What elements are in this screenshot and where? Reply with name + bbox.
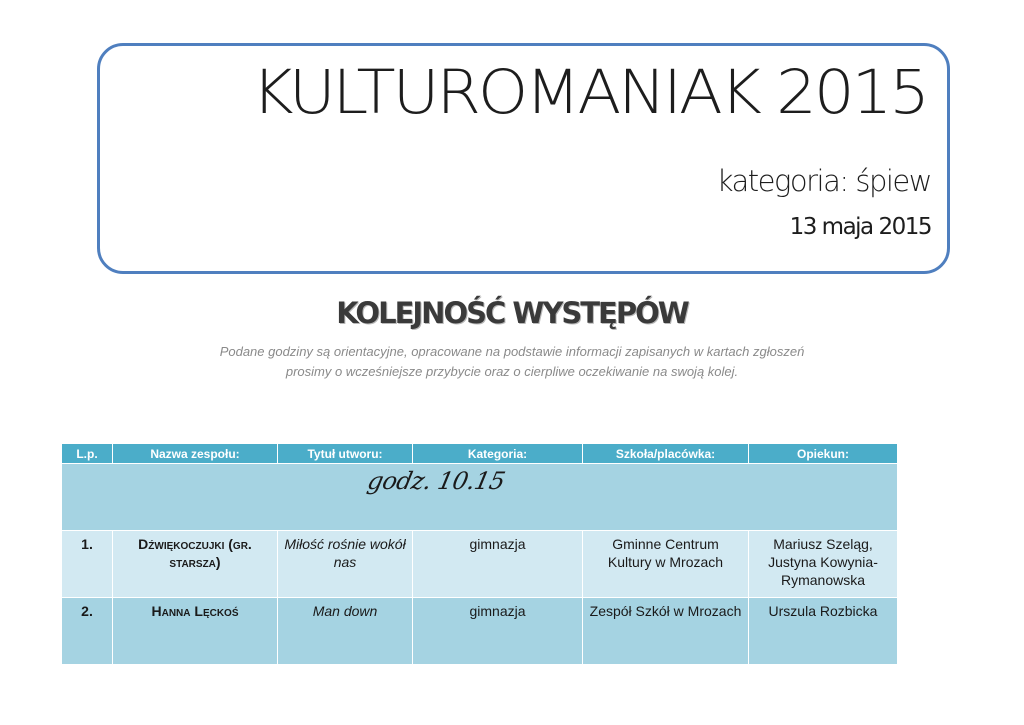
header-teacher: Opiekun:	[749, 444, 898, 464]
subtitle-line-2: prosimy o wcześniejsze przybycie oraz o cierpliwe oczekiwanie na swoją kolej.	[285, 364, 739, 379]
subtitle	[0, 342, 1024, 382]
category-label: kategoria: śpiew	[716, 164, 931, 198]
time-cell	[62, 464, 898, 531]
header-band-name: Nazwa zespołu:	[113, 444, 278, 464]
event-date: 13 maja 2015	[789, 214, 931, 240]
school-cell: Zespół Szkół w Mrozach	[583, 598, 749, 665]
row-number: 1.	[62, 531, 113, 598]
header-song-title: Tytuł utworu:	[278, 444, 413, 464]
time-row	[62, 464, 898, 531]
school-cell: Gminne Centrum Kultury w Mrozach	[583, 531, 749, 598]
title-box	[97, 43, 950, 274]
row-number: 2.	[62, 598, 113, 665]
subtitle-line-1: Podane godziny są orientacyjne, opracowane na podstawie informacji zapisanych w kartach zgłoszeń	[219, 344, 805, 359]
song-title: Miłość rośnie wokół nas	[278, 531, 413, 598]
band-name: Hanna Lęckoś	[113, 598, 278, 665]
table-row	[62, 598, 898, 665]
category-cell: gimnazja	[413, 531, 583, 598]
table-row	[62, 531, 898, 598]
teacher-cell: Mariusz Szeląg, Justyna Kowynia-Rymanowska	[749, 531, 898, 598]
schedule-table	[61, 443, 898, 665]
handwritten-time-note: godz. 10.15	[365, 467, 508, 495]
header-school: Szkoła/placówka:	[583, 444, 749, 464]
header-category: Kategoria:	[413, 444, 583, 464]
table-header-row	[62, 444, 898, 464]
category-cell: gimnazja	[413, 598, 583, 665]
band-name: Dźwiękoczujki (gr. starsza)	[113, 531, 278, 598]
header-lp: L.p.	[62, 444, 113, 464]
song-title: Man down	[278, 598, 413, 665]
event-title: KULTUROMANIAK 2015	[251, 58, 927, 129]
section-title: KOLEJNOŚĆ WYSTĘPÓW	[336, 296, 688, 330]
teacher-cell: Urszula Rozbicka	[749, 598, 898, 665]
